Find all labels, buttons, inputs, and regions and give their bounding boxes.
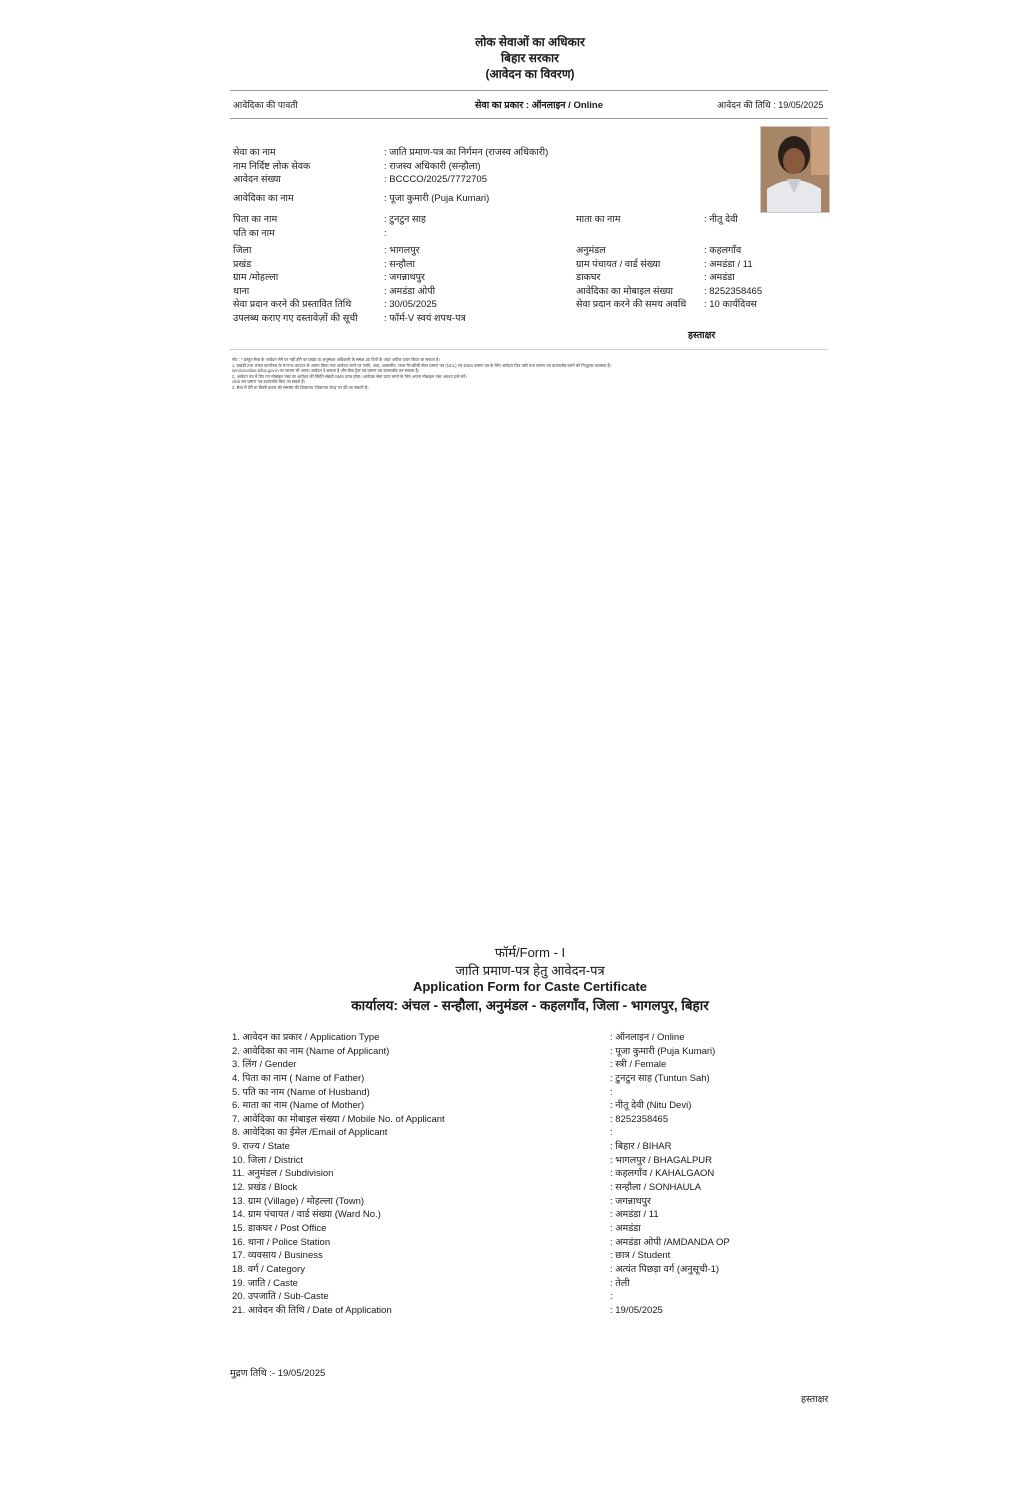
form-field-value: : स्त्री / Female: [610, 1059, 667, 1071]
form-number: फॉर्म/Form - I: [494, 945, 566, 960]
application-number-value: : BCCCO/2025/7772705: [384, 174, 487, 186]
form-field-label: 13. ग्राम (Village) / मोहल्ला (Town): [232, 1195, 365, 1207]
police-station-label: थाना: [233, 285, 250, 297]
address-labels-right: [576, 244, 686, 312]
form-field-value: :: [610, 1086, 613, 1098]
form-field-label: 5. पति का नाम (Name of Husband): [232, 1086, 370, 1098]
form-field-label: 21. आवेदन की तिथि / Date of Application: [232, 1304, 392, 1316]
form-field-value: :: [610, 1127, 613, 1139]
form-title-hindi: जाति प्रमाण-पत्र हेतु आवेदन-पत्र: [455, 963, 605, 978]
form-field-value: : सन्हौला / SONHAULA: [610, 1182, 702, 1194]
form-field-values: [610, 1031, 730, 1317]
post-office-value: : अमडंडा: [704, 272, 735, 284]
form-field-label: 17. व्यवसाय / Business: [232, 1250, 323, 1262]
service-details-labels: [233, 146, 310, 187]
form-field-label: 14. ग्राम पंचायत / वार्ड संख्या (Ward No.): [232, 1209, 381, 1221]
service-period-value: : 10 कार्यदिवस: [704, 299, 757, 311]
note-line: 2. आवेदन पत्र में दिए गए मोबाइल नंबर पर आवेदन की स्थिति संबंधी SMS प्राप्त होगा। आवेदक सेवा प्राप्त करने के लिए अपना मोबाइल नंबर अवश्य दर्ज करें।: [232, 373, 467, 379]
print-date: मुद्रण तिथि :- 19/05/2025: [230, 1368, 326, 1379]
form-field-value: : अमडंडा / 11: [610, 1209, 659, 1221]
header-line-3: (आवेदन का विवरण): [485, 67, 575, 81]
form-field-value: : भागलपुर / BHAGALPUR: [610, 1154, 713, 1166]
documents-label: उपलब्ध कराए गए दस्तावेज़ों की सूची: [233, 312, 358, 324]
address-values-left: [384, 244, 466, 326]
notes-divider: [230, 349, 828, 350]
proposed-date-label: सेवा प्रदान करने की प्रस्तावित तिथि: [233, 299, 352, 311]
application-date: आवेदन की तिथि : 19/05/2025: [717, 100, 824, 110]
form-field-label: 15. डाकघर / Post Office: [232, 1222, 327, 1234]
form-field-value: : ऑनलाइन / Online: [610, 1032, 685, 1043]
form-field-labels: [232, 1031, 445, 1317]
form-field-value: :: [610, 1291, 613, 1303]
form-field-label: 12. प्रखंड / Block: [232, 1182, 298, 1194]
service-period-label: सेवा प्रदान करने की समय अवधि: [576, 299, 687, 311]
address-labels-left: [233, 244, 358, 326]
meta-divider: [230, 118, 828, 119]
receipt-label: आवेदिका की पावती: [233, 100, 298, 110]
note-line: click कर प्रमाण पत्र डाउनलोड किए जा सकते हैं।: [232, 379, 306, 385]
form-field-label: 4. पिता का नाम ( Name of Father): [232, 1072, 365, 1084]
form-field-value: : 19/05/2025: [610, 1304, 663, 1316]
mother-name-label: माता का नाम: [576, 214, 621, 225]
form-field-label: 11. अनुमंडल / Subdivision: [232, 1168, 334, 1180]
form-field-value: : अमडंडा ओपी /AMDANDA OP: [610, 1236, 730, 1248]
service-type: सेवा का प्रकार : ऑनलाइन / Online: [475, 100, 603, 111]
form-field-value: : जगन्नाथपुर: [610, 1195, 651, 1207]
applicant-photo: [760, 126, 830, 213]
documents-value: : फॉर्म-V स्वयं शपथ-पत्र: [384, 312, 466, 324]
footer-signature-label: हस्ताक्षर: [801, 1394, 829, 1405]
father-name-value: : टुनटुन साह: [384, 214, 426, 225]
block-value: : सन्हौला: [384, 258, 415, 270]
service-name-label: सेवा का नाम: [233, 147, 276, 158]
note-line: 3. सेवा में देरी या किसी प्रकार की समस्या की शिकायत 'शिकायत केन्द्र' पर की जा सकती है।: [232, 384, 369, 390]
note-line: serviceonline.bihar.gov.in पर जाकर भी अपना आवेदन दे सकता है और सेवा ट्रैक एवं प्रमाण पत्र डाउनलोड कर सकता है।: [232, 368, 420, 374]
district-value: : भागलपुर: [384, 245, 420, 256]
public-servant-value: : राजस्व अधिकारी (सन्हौला): [384, 160, 481, 172]
form-field-value: : टुनटुन साह (Tuntun Sah): [610, 1072, 710, 1084]
service-details-values: [384, 146, 548, 187]
form-field-value: : अमडंडा: [610, 1222, 641, 1234]
form-field-value: : कहलगाँव / KAHALGAON: [610, 1168, 715, 1180]
document-header: [0, 34, 1029, 82]
address-values-right: [704, 244, 762, 312]
form-field-label: 18. वर्ग / Category: [232, 1263, 305, 1275]
panchayat-ward-value: : अमडंडा / 11: [704, 258, 753, 270]
header-line-2: बिहार सरकार: [501, 51, 559, 65]
form-field-label: 1. आवेदन का प्रकार / Application Type: [232, 1032, 380, 1043]
application-number-label: आवेदन संख्या: [233, 174, 281, 186]
mobile-value: : 8252358465: [704, 285, 763, 297]
post-office-label: डाकघर: [576, 272, 601, 284]
mother-name-value: : नीतू देवी: [704, 214, 738, 225]
form-field-label: 9. राज्य / State: [232, 1141, 290, 1153]
form-field-value: : पूजा कुमारी (Puja Kumari): [610, 1045, 716, 1057]
form-field-label: 3. लिंग / Gender: [232, 1059, 297, 1071]
village-value: : जगन्नाथपुर: [384, 272, 425, 284]
public-servant-label: नाम निर्दिष्ट लोक सेवक: [233, 160, 311, 172]
panchayat-ward-label: ग्राम पंचायत / वार्ड संख्या: [576, 258, 661, 270]
form-field-label: 6. माता का नाम (Name of Mother): [232, 1100, 365, 1112]
header-line-1: लोक सेवाओं का अधिकार: [475, 35, 585, 49]
applicant-name-value: : पूजा कुमारी (Puja Kumari): [384, 193, 490, 204]
form-field-label: 8. आवेदिका का ईमेल /Email of Applicant: [232, 1127, 388, 1139]
police-station-value: : अमडंडा ओपी: [384, 285, 436, 297]
note-line: 1. प्रखंडों तथा अंचल कार्यालय के RTPS काउंटर से अपना किया गया आवेदन भरने पर जाति, आय, आवासीय, राज्य गैर-क्रीमी लेयर प्रमाण पत्र (NCL) एवं EWS प्रमाण पत्र के लिए आवेदन फ़िर उसी तथा प्रमाण पत्र डाउनलोड करने की निःशुल्क व्यवस्था है।: [232, 362, 612, 368]
subdivision-label: अनुमंडल: [576, 245, 606, 256]
district-label: जिला: [233, 245, 252, 256]
mobile-label: आवेदिका का मोबाइल संख्या: [576, 285, 674, 297]
form-field-label: 16. थाना / Police Station: [232, 1236, 331, 1248]
applicant-name-label: आवेदिका का नाम: [233, 193, 294, 204]
proposed-date-value: : 30/05/2025: [384, 299, 437, 311]
village-label: ग्राम /मोहल्ला: [233, 272, 279, 284]
form-field-label: 10. जिला / District: [232, 1154, 304, 1166]
form-field-label: 20. उपजाति / Sub-Caste: [232, 1291, 329, 1303]
form-field-value: : 8252358465: [610, 1113, 669, 1125]
office-line: कार्यालय: अंचल - सन्हौला, अनुमंडल - कहलगाँव, जिला - भागलपुर, बिहार: [351, 998, 709, 1013]
notes-section: [232, 357, 828, 391]
father-name-label: पिता का नाम: [233, 214, 278, 225]
form-field-label: 19. जाति / Caste: [232, 1277, 298, 1289]
note-line: नोट : * प्रस्तुत सेवा के आवेदन लेने पर नहीं होने पर प्रखंड या अनुमंडल अधिकारी के समक्ष 30 दिनों के अंदर अपील दायर किया जा सकता है।: [232, 357, 440, 362]
form-field-value: : तेली: [610, 1277, 630, 1289]
form-field-value: : अत्यंत पिछड़ा वर्ग (अनुसूची-1): [610, 1263, 720, 1275]
form-field-label: 2. आवेदिका का नाम (Name of Applicant): [232, 1045, 390, 1057]
subdivision-value: : कहलगाँव: [704, 245, 742, 256]
signature-label: हस्ताक्षर: [688, 330, 716, 341]
form-field-value: : बिहार / BIHAR: [610, 1141, 672, 1153]
form-field-label: 7. आवेदिका का मोबाइल संख्या / Mobile No. of Applicant: [232, 1113, 445, 1125]
form-field-value: : नीतू देवी (Nitu Devi): [610, 1100, 692, 1112]
form-field-value: : छात्र / Student: [610, 1250, 671, 1262]
header-divider: [230, 90, 828, 91]
form-title-english: Application Form for Caste Certificate: [412, 979, 648, 994]
block-label: प्रखंड: [233, 258, 252, 270]
husband-name-label: पति का नाम: [233, 228, 275, 239]
service-name-value: : जाति प्रमाण-पत्र का निर्गमन (राजस्व अधिकारी): [384, 147, 549, 158]
husband-name-value: :: [384, 228, 387, 239]
